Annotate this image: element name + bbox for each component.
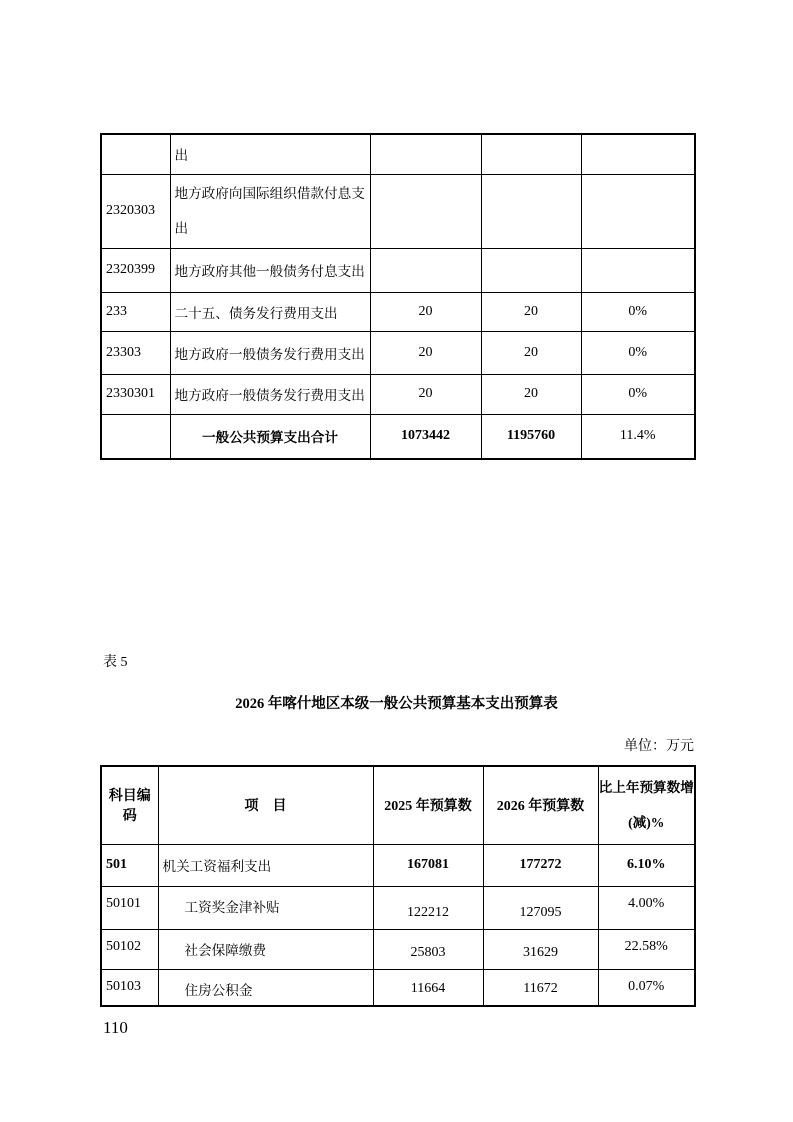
item-cell: 二十五、债务发行费用支出	[170, 292, 370, 331]
code-cell: 2330301	[101, 374, 170, 414]
header-2025: 2025 年预算数	[373, 766, 483, 844]
table-row	[101, 929, 695, 969]
table-label: 表 5	[103, 655, 128, 670]
budget-2026-cell: 11672	[483, 969, 598, 1006]
budget-2026-cell: 177272	[483, 844, 598, 886]
table-row	[101, 969, 695, 1006]
budget-2025-cell: 122212	[373, 886, 483, 929]
pct-change-cell: 0.07%	[598, 969, 695, 1006]
code-cell: 501	[101, 844, 158, 886]
item-cell: 机关工资福利支出	[158, 844, 373, 886]
table-row	[101, 134, 695, 174]
header-pct-line1: 比上年预算数增	[598, 780, 694, 796]
item-cell: 地方政府一般债务发行费用支出	[170, 331, 370, 374]
item-cell: 工资奖金津补贴	[158, 886, 373, 929]
table5-title: 2026 年喀什地区本级一般公共预算基本支出预算表	[235, 696, 558, 712]
pct-change-cell	[581, 134, 695, 174]
header-2026: 2026 年预算数	[483, 766, 598, 844]
unit-note: 单位：万元	[624, 739, 694, 754]
budget-expenditure-table-continued	[100, 133, 696, 460]
total-label-cell: 一般公共预算支出合计	[170, 414, 370, 459]
code-cell: 50102	[101, 929, 158, 969]
budget-2025-cell: 167081	[373, 844, 483, 886]
code-cell: 23303	[101, 331, 170, 374]
code-cell	[101, 134, 170, 174]
pct-change-cell	[581, 174, 695, 248]
budget-2026-cell: 20	[481, 374, 581, 414]
header-item: 项 目	[158, 766, 373, 844]
total-2026-cell: 1195760	[481, 414, 581, 459]
pct-change-cell: 6.10%	[598, 844, 695, 886]
item-cell: 出	[170, 134, 370, 174]
budget-2025-cell: 20	[370, 331, 481, 374]
budget-2025-cell	[370, 248, 481, 292]
total-pct-cell: 11.4%	[581, 414, 695, 459]
page-number: 110	[103, 1018, 128, 1037]
budget-2026-cell: 127095	[483, 886, 598, 929]
code-cell: 2320303	[101, 174, 170, 248]
table-row	[101, 886, 695, 929]
header-row	[101, 766, 695, 844]
budget-2026-cell	[481, 174, 581, 248]
table-row	[101, 844, 695, 886]
budget-2026-cell: 20	[481, 292, 581, 331]
table-row	[101, 374, 695, 414]
table-row	[101, 248, 695, 292]
header-code: 科目编码	[101, 766, 158, 844]
budget-2026-cell: 20	[481, 331, 581, 374]
code-cell: 50103	[101, 969, 158, 1006]
pct-change-cell: 0%	[581, 374, 695, 414]
table-row	[101, 174, 695, 248]
code-cell: 233	[101, 292, 170, 331]
total-2025-cell: 1073442	[370, 414, 481, 459]
budget-2025-cell: 25803	[373, 929, 483, 969]
item-cell: 地方政府一般债务发行费用支出	[170, 374, 370, 414]
pct-change-cell: 0%	[581, 331, 695, 374]
header-pct-line2: (减)%	[628, 815, 665, 831]
budget-2025-cell	[370, 174, 481, 248]
pct-change-cell: 4.00%	[598, 886, 695, 929]
budget-2026-cell	[481, 134, 581, 174]
total-row	[101, 414, 695, 459]
header-pct	[598, 766, 695, 844]
pct-change-cell: 22.58%	[598, 929, 695, 969]
basic-expenditure-budget-table	[100, 765, 696, 1007]
budget-2026-cell: 31629	[483, 929, 598, 969]
item-cell: 社会保障缴费	[158, 929, 373, 969]
budget-2025-cell: 20	[370, 374, 481, 414]
item-cell: 地方政府向国际组织借款付息支出	[170, 174, 370, 248]
item-cell: 地方政府其他一般债务付息支出	[170, 248, 370, 292]
code-cell: 50101	[101, 886, 158, 929]
item-cell: 住房公积金	[158, 969, 373, 1006]
budget-2026-cell	[481, 248, 581, 292]
budget-2025-cell	[370, 134, 481, 174]
code-cell: 2320399	[101, 248, 170, 292]
table-row	[101, 331, 695, 374]
budget-2025-cell: 20	[370, 292, 481, 331]
pct-change-cell: 0%	[581, 292, 695, 331]
code-cell	[101, 414, 170, 459]
table-row	[101, 292, 695, 331]
pct-change-cell	[581, 248, 695, 292]
budget-2025-cell: 11664	[373, 969, 483, 1006]
